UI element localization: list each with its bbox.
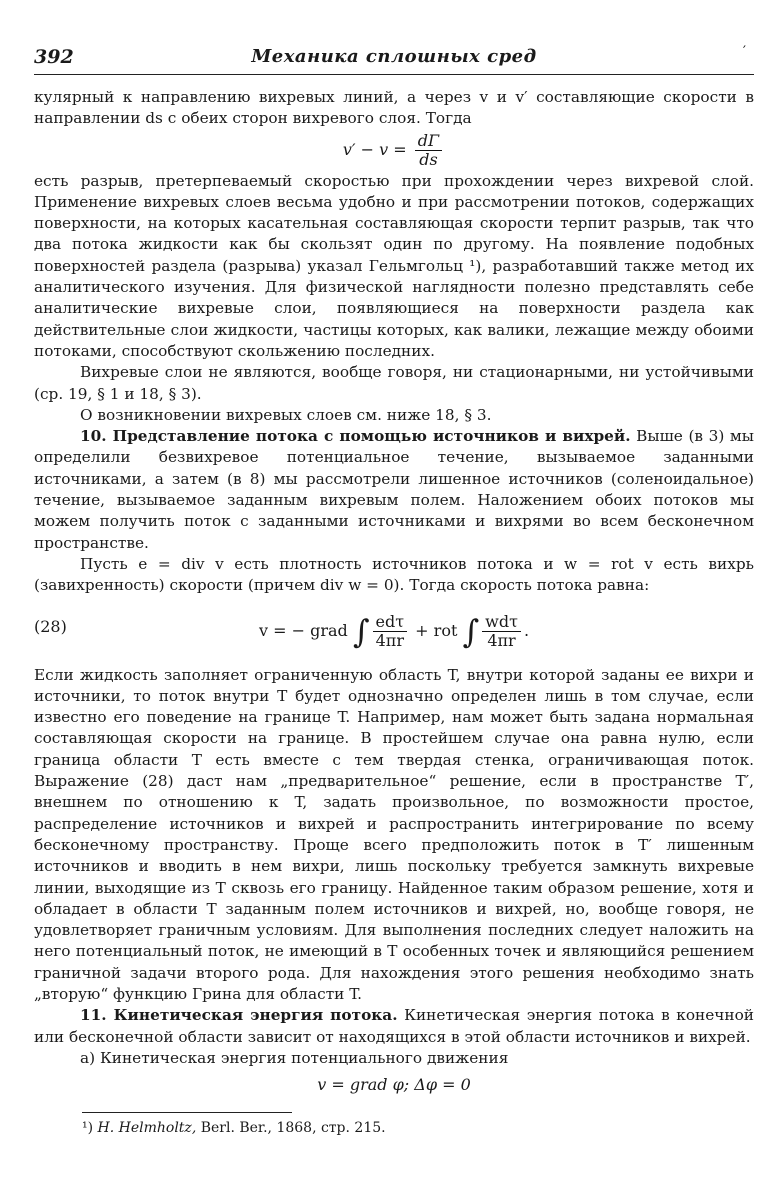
header-mark: ′	[742, 44, 746, 60]
equation-28-fraction-2	[482, 613, 521, 650]
formula-1-denominator: ds	[419, 149, 438, 169]
footnote-rule	[82, 1112, 292, 1113]
fraction-2-denominator: 4πr	[487, 630, 516, 650]
page	[34, 44, 754, 1137]
fraction-2-numerator: wdτ	[482, 613, 521, 632]
footnote-author: H. Helmholtz,	[97, 1120, 197, 1137]
section-10-body: Выше (в 3) мы определили безвихревое потенциальное течение, вызываемое заданными источниками, а затем (в 8) мы рассмотрели лишенное источников (соленоидальное) течение, вызываемое заданным вихревым полем. Наложением обоих потоков мы можем получить поток с заданными источниками и вихрями во всем бесконечном пространстве.	[34, 427, 754, 552]
section-11	[34, 1005, 754, 1048]
fraction-1-numerator: edτ	[373, 613, 408, 632]
paragraph-3: Вихревые слои не являются, вообще говоря, ни стационарными, ни устойчивыми (ср. 19, § 1 и 18, § 3).	[34, 363, 754, 403]
formula-1-numerator: dΓ	[415, 132, 442, 151]
running-header	[34, 44, 754, 75]
equation-28-rot: + rot	[415, 620, 458, 640]
running-title: Механика сплошных сред	[251, 46, 537, 67]
integral-sign: ∫	[352, 612, 370, 651]
section-11-body: Кинетическая энергия потока в конечной или бесконечной области зависит от находящихся в этой области источников и вихрей.	[34, 1006, 754, 1046]
equation-28-grad: v = − grad	[258, 620, 348, 640]
equation-28-fraction-1	[373, 613, 408, 650]
paragraph-4: О возникновении вихревых слоев см. ниже 18, § 3.	[80, 405, 492, 424]
page-number: 392	[34, 46, 74, 68]
section-10	[34, 426, 754, 554]
section-11-title: 11. Кинетическая энергия потока.	[80, 1006, 398, 1025]
formula-2: v = grad φ; Δφ = 0	[317, 1075, 471, 1095]
paragraph-1: кулярный к направлению вихревых линий, а через v и v′ составляющие скорости в направлении ds с обеих сторон вихревого слоя. Тогда	[34, 88, 754, 128]
paragraph-5: Пусть e = div v есть плотность источников потока и w = rot v есть вихрь (завихренность) скорости (причем div w = 0). Тогда скорость потока равна:	[34, 554, 754, 595]
equation-28	[34, 603, 754, 659]
equation-28-label: (28)	[34, 616, 67, 636]
integral-sign: ∫	[462, 612, 480, 651]
footnote-mark: ¹)	[82, 1120, 94, 1137]
footnote	[82, 1119, 754, 1137]
formula-1	[34, 132, 754, 169]
equation-28-body: v = − grad ∫ edτ 4πr + rot ∫ wdτ 4πr .	[258, 611, 530, 651]
section-10-title: 10. Представление потока с помощью источников и вихрей.	[80, 427, 631, 446]
paragraph-6: Если жидкость заполняет ограниченную область T, внутри которой заданы ее вихри и источники, то поток внутри T будет однозначно определен лишь в том случае, если известно его поведение на границе T. Например, нам может быть задана нормальная составляющая скорости на границе. В простейшем случае она равна нулю, если граница области T есть вместе с тем твердая стенка, ограничивающая поток. Выражение (28) даст нам „предварительное“ решение, если в пространстве T′, внешнем по отношению к T, задать произвольное, по возможности простое, распределение источников и вихрей и распространить интегрирование по всему бесконечному пространству. Проще всего предположить поток в T′ лишенным источников и вводить в нем вихри, лишь поскольку требуется замкнуть вихревые линии, выходящие из T сквозь его границу. Найденное таким образом решение, хотя и обладает в области T заданным полем источников и вихрей, но, вообще говоря, не удовлетворяет граничным условиям. Для выполнения последних следует наложить на него потенциальный поток, не имеющий в T особенных точек и являющийся решением граничной задачи второго рода. Для нахождения этого решения необходимо знать „вторую“ функцию Грина для области T.	[34, 665, 754, 1003]
paragraph-7: а) Кинетическая энергия потенциального движения	[80, 1048, 509, 1067]
footnote-text: Berl. Ber., 1868, стр. 215.	[196, 1120, 386, 1137]
formula-1-fraction	[415, 132, 442, 169]
fraction-1-denominator: 4πr	[375, 630, 404, 650]
formula-1-left: v′ − v =	[342, 139, 407, 159]
paragraph-2: есть разрыв, претерпеваемый скоростью при прохождении через вихревой слой. Применение вихревых слоев весьма удобно и при рассмотрении потоков, содержащих поверхности, на которых касательная составляющая скорости терпит разрыв, так что два потока жидкости как бы скользят один по другому. На появление подобных поверхностей раздела (разрыва) указал Гельмгольц ¹), разработавший также метод их аналитического изучения. Для физической наглядности полезно представлять себе аналитические вихревые слои, появляющиеся на поверхности раздела как действительные слои жидкости, частицы которых, как валики, лежащие между обоими потоками, способствуют скольжению последних.	[34, 171, 754, 360]
